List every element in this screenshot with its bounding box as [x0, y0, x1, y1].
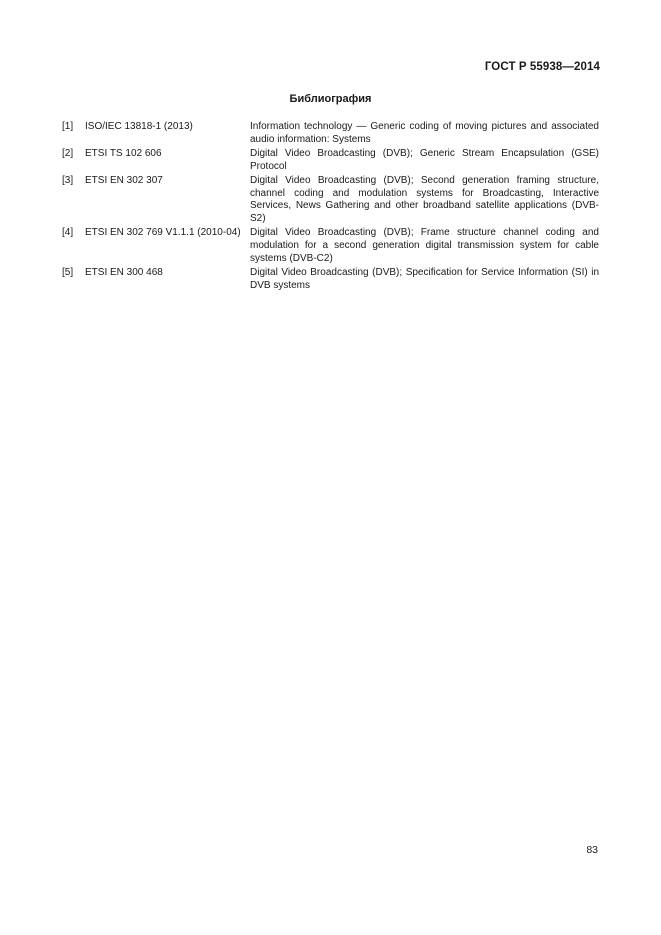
- entry-standard-code: ETSI EN 302 769 V1.1.1 (2010-04): [85, 227, 241, 239]
- entry-standard-code: ETSI EN 302 307: [85, 174, 163, 186]
- entry-number: [4]: [62, 227, 74, 239]
- entry-number: [3]: [62, 174, 74, 186]
- entry-title: Digital Video Broadcasting (DVB); Generic Stream Encapsulation (GSE) Protocol: [250, 147, 599, 172]
- entry-title: Information technology — Generic coding of moving pictures and associated audio information: Systems: [250, 121, 599, 145]
- entry-standard-code: ETSI TS 102 606: [85, 147, 162, 159]
- entry-title: Digital Video Broadcasting (DVB); Second generation framing structure, channel coding and modulation systems for Broadcasting, Interactive Services, News Gathering and other broadband satellite applications (DVB-S2): [250, 174, 599, 225]
- entry-standard-code: ETSI EN 300 468: [85, 266, 163, 278]
- entry-title: Digital Video Broadcasting (DVB); Specification for Service Information (SI) in DVB systems: [250, 266, 599, 291]
- bibliography-list: [62, 121, 599, 294]
- document-code: ГОСТ Р 55938—2014: [484, 61, 600, 73]
- bibliography-entry: [62, 267, 599, 293]
- entry-number: [2]: [62, 147, 74, 159]
- bibliography-entry: [62, 227, 599, 265]
- entry-standard-code: ISO/IEC 13818-1 (2013): [85, 121, 193, 132]
- entry-title: Digital Video Broadcasting (DVB); Frame structure channel coding and modulation for a second generation digital transmission system for cable systems (DVB-C2): [250, 227, 599, 264]
- bibliography-title: Библиография: [289, 93, 372, 105]
- bibliography-entry: [62, 175, 599, 226]
- bibliography-entry: [62, 121, 599, 147]
- page-number: 83: [586, 844, 598, 856]
- bibliography-entry: [62, 148, 599, 174]
- entry-number: [1]: [62, 121, 74, 132]
- entry-number: [5]: [62, 266, 74, 278]
